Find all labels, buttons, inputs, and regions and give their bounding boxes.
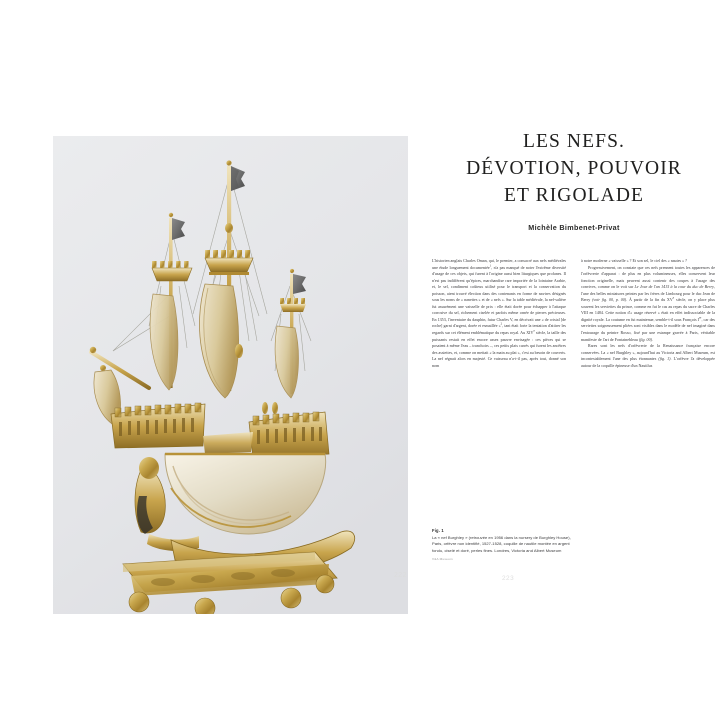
body-text [432, 258, 716, 516]
left-page-folio: 222 [394, 572, 407, 579]
figure-caption [432, 528, 582, 561]
figure-caption-text: La « nef Burghley » (retrouvée en 1956 dans la nursery de Burghley House), Paris, orfèvre non identifié, 1527-1528, coquille de nautile montée en argent fondu, ciselé et doré, perles fines. Londres, Victoria and Albert Museum [432, 535, 571, 553]
author-byline: Michèle Bimbenet-Privat [528, 223, 620, 232]
text-column-1 [432, 258, 566, 516]
paragraph: L'historien anglais Charles Oman, qui, le premier, a consacré aux nefs médiévales une étude longuement documentée$^1$, n'a pas manqué de noter l'extrême diversité d'usage de ces objets, qui furent à l'origine aussi bien liturgiques que profanes. Il n'est pas indifférent qu'épices, marchandise rare importée de la lointaine Arabie, et, le sel, condiment coûteux utilisé pour le transport et la conservation du poisson, aient trouvé élection dans des contenants en forme de navires désignés sous les noms de « nanettes » et de « nefs ». Sur la table médiévale, la nef-salière fut assurément une vaisselle de prix : elle était dorée pour échapper à l'attaque corrosive du sel, richement ciselée et parfois même ornée de pierres précieuses. En 1353, l'inventaire du dauphin, futur Charles V, en décrivait une « de cristal [de roche] garni d'argent, dorée et esmaillée »$^2$, tant était forte la tentation d'attirer les regards sur cet élément emblématique du repas royal. Au XIVe siècle, la taille des puissants restait en effet encore assez pauvre envisagée : ces pièces qui se posaient à même l'eau – tranchoirs –, ces petits plats carrés qui furent les ancêtres des assiettes, et, comme on mettait « la main au plat », c'est au besoin de couverts. La nef régnait alors en majesté. Ce vaisseau n'a-t-il pas, après tout, donné son nom [432, 258, 566, 368]
paragraph: Progressivement, on constate que ces nefs prennent toutes les apparences de l'orfèvrerie d'apparat : de plus en plus volumineuses, elles conservent leur fonction originelle, mais peuvent aussi contenir des coupes à l'usage des convives, comme on le voit sur Le Jour de l'an 1415 à la cour du duc de Berry, l'une des belles miniatures peintes par les frères de Limbourg pour le duc Jean de Berry (voir fig. 00, p. 00). À partir de la fin du XVe siècle, on y place plus souvent les serviettes du prince, comme en fut le cas au repas du sacre de Charles VIII en 1484. Cette notion d'« usage réservé » était en effet indissociable de la dignité royale. La coutume en fut maintenue, semble-t-il sous François Ier, car des serviettes soigneusement pliées sont visibles dans le modèle de nef imaginé dans l'entourage du peintre Rosso, fixé par une estampe gravée à Paris, véritable manifeste de l'art de Fontainebleau (fig. 00). [581, 264, 715, 342]
paragraph: Rares sont les nefs d'orfèvrerie de la Renaissance française encore conservées. La « nef Burghley », aujourd'hui au Victoria and Albert Museum, est incontestablement l'une des plus étonnantes (fig. 1). L'orfèvre l'a développée autour de la coquille épineuse d'un Nautilus [581, 343, 715, 368]
figure-credit: V&A Museum [432, 556, 453, 561]
figure-label: Fig. 1 [432, 528, 444, 533]
title-line-3: ET RIGOLADE [503, 185, 645, 206]
forecastle [111, 403, 205, 448]
right-page [420, 0, 728, 728]
nef-illustration [53, 136, 408, 614]
right-page-folio: 223 [502, 575, 515, 582]
title-line-2: DÉVOTION, POUVOIR [466, 158, 682, 179]
page-title [426, 128, 722, 232]
title-line-1: LES NEFS. [522, 131, 625, 152]
paragraph: à notre moderne « vaisselle » ? Et son sel, le ciel des « nautes » ? [581, 258, 687, 263]
text-column-2 [581, 258, 715, 516]
nef-photograph [53, 136, 408, 614]
